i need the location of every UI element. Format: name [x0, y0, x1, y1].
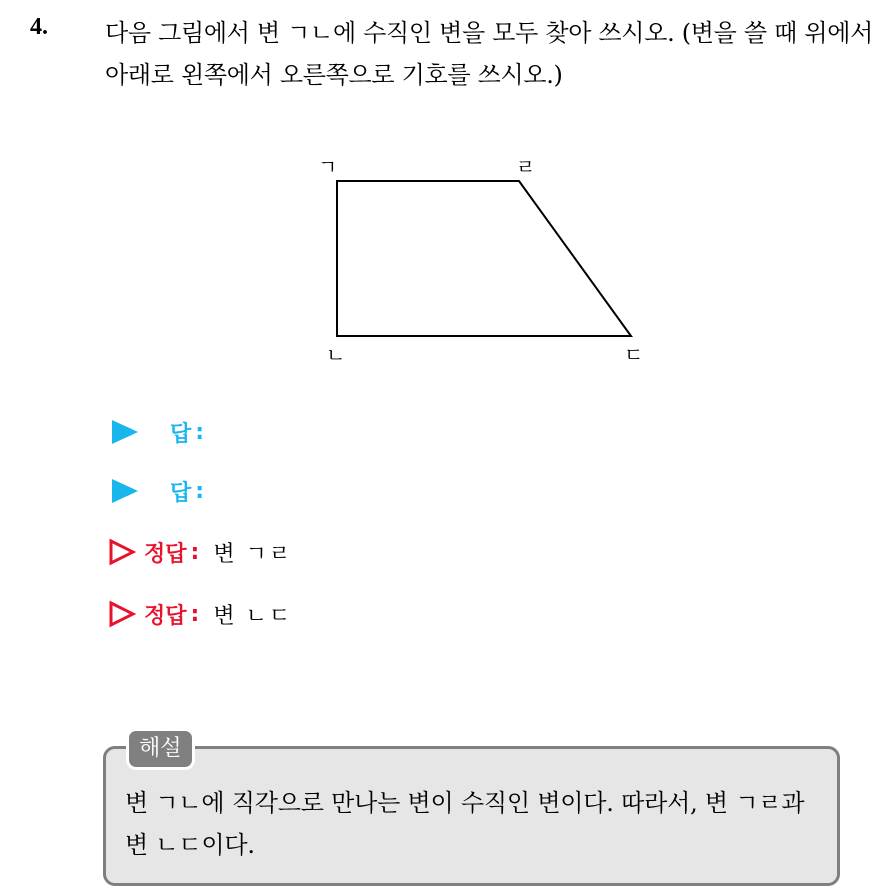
correct-label: 정답 — [144, 603, 187, 629]
vertex-label-rieul: ㄹ — [516, 155, 536, 179]
open-arrow-icon — [108, 538, 136, 566]
correct-colon: : — [190, 601, 200, 627]
correct-colon: : — [190, 539, 200, 565]
correct-answer-1: 변 ㄱㄹ — [213, 541, 293, 567]
correct-row-2 — [108, 597, 292, 631]
answer-label: 답 — [170, 421, 192, 447]
vertex-label-digeut: ㄷ — [624, 343, 644, 367]
question-number: 4. — [30, 14, 48, 40]
answer-colon: : — [195, 419, 205, 445]
answer-colon: : — [195, 478, 205, 504]
open-arrow-icon — [108, 600, 136, 628]
filled-arrow-icon — [112, 479, 138, 503]
answer-label: 답 — [170, 480, 192, 506]
correct-row-1 — [108, 535, 292, 569]
trapezoid-shape — [337, 181, 631, 336]
answer-row-2 — [108, 474, 204, 508]
filled-arrow-icon — [112, 420, 138, 444]
correct-label: 정답 — [144, 541, 187, 567]
explanation-text: 변 ㄱㄴ에 직각으로 만나는 변이 수직인 변이다. 따라서, 변 ㄱㄹ과 변 ㄴㄷ이다. — [125, 789, 805, 859]
vertex-label-giyeok: ㄱ — [318, 155, 338, 179]
vertex-label-nieun: ㄴ — [326, 343, 346, 367]
correct-answer-2: 변 ㄴㄷ — [213, 603, 293, 629]
explanation-tag: 해설 — [126, 728, 195, 770]
answer-row-1 — [108, 415, 204, 449]
question-text: 다음 그림에서 변 ㄱㄴ에 수직인 변을 모두 찾아 쓰시오. (변을 쓸 때 위에서 아래로 왼쪽에서 오른쪽으로 기호를 쓰시오.) — [105, 19, 873, 89]
